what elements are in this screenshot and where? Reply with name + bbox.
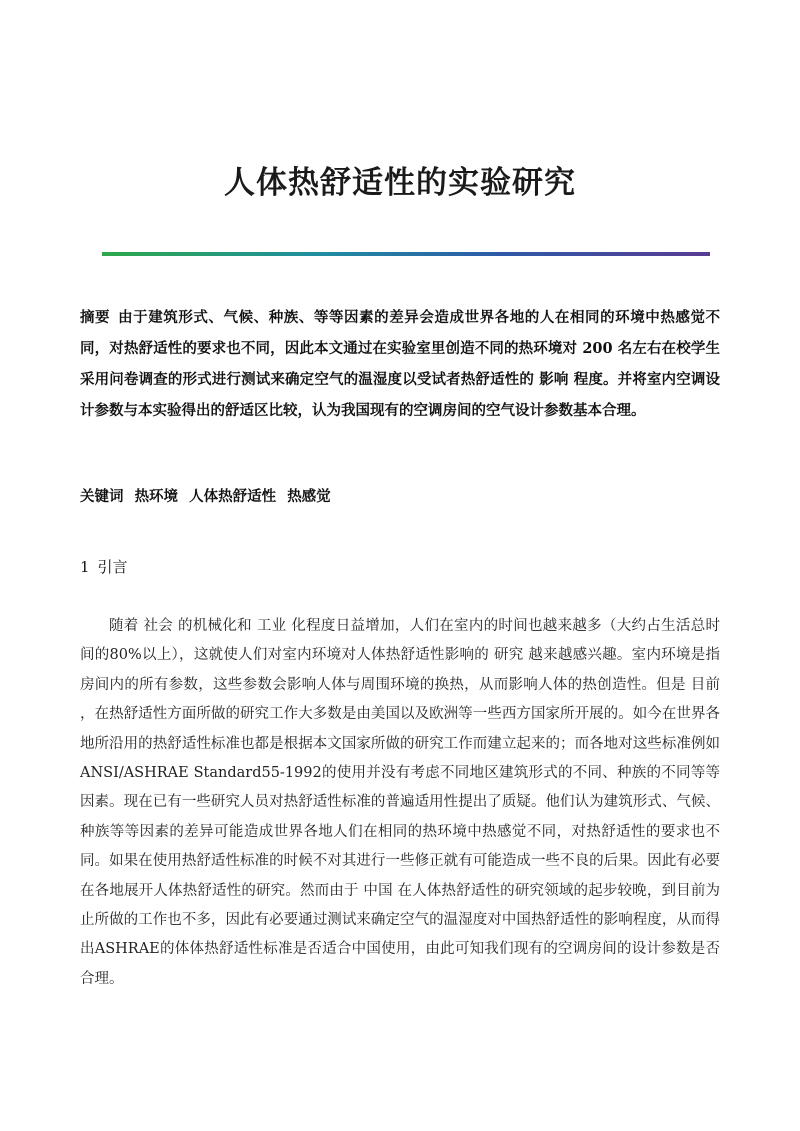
abstract-text: 由于建筑形式、气候、种族、等等因素的差异会造成世界各地的人在相同的环境中热感觉不同，对热舒适性的要求也不同，因此本文通过在实验室里创造不同的热环境对 200 名左右在校学生采用问卷调查的形式进行测试来确定空气的温湿度以受试者热舒适性的 影响 程度。并将室内空调设计参数与本实验得出的舒适区比较，认为我国现有的空调房间的空气设计参数基本合理。 xyxy=(80,309,720,419)
keywords-label: 关键词 xyxy=(80,488,124,505)
keywords-block xyxy=(80,485,720,506)
title-divider xyxy=(102,252,710,256)
keyword-item: 人体热舒适性 xyxy=(189,488,277,505)
body-paragraph: 随着 社会 的机械化和 工业 化程度日益增加，人们在室内的时间也越来越多（大约占生活总时间的80%以上），这就使人们对室内环境对人体热舒适性影响的 研究 越来越感兴趣。室内环境是指房间内的所有参数，这些参数会影响人体与周围环境的换热，从而影响人体的热创造性。但是 目前 ，在热舒适性方面所做的研究工作大多数是由美国以及欧洲等一些西方国家所开展的。如今在世界各地所沿用的热舒适性标准也都是根据本文国家所做的研究工作而建立起来的；而各地对这些标准例如ANSI/ASHRAE Standard55-1992的使用并没有考虑不同地区建筑形式的不同、种族的不同等等因素。现在已有一些研究人员对热舒适性标准的普遍适用性提出了质疑。他们认为建筑形式、气候、种族等等因素的差异可能造成世界各地人们在相同的热环境中热感觉不同，对热舒适性的要求也不同。如果在使用热舒适性标准的时候不对其进行一些修正就有可能造成一些不良的后果。因此有必要在各地展开人体热舒适性的研究。然而由于 中国 在人体热舒适性的研究领域的起步较晚，到目前为止所做的工作也不多，因此有必要通过测试来确定空气的温湿度对中国热舒适性的影响程度，从而得出ASHRAE的体体热舒适性标准是否适合中国使用，由此可知我们现有的空调房间的设计参数是否合理。 xyxy=(80,618,720,987)
section-heading xyxy=(80,556,128,577)
keyword-item: 热环境 xyxy=(134,488,179,505)
abstract-label: 摘要 xyxy=(80,309,111,326)
section-title: 引言 xyxy=(97,558,128,576)
document-title: 人体热舒适性的实验研究 xyxy=(224,165,576,201)
keyword-item: 热感觉 xyxy=(287,488,331,505)
section-number: 1 xyxy=(80,558,90,576)
abstract-block xyxy=(80,302,720,426)
